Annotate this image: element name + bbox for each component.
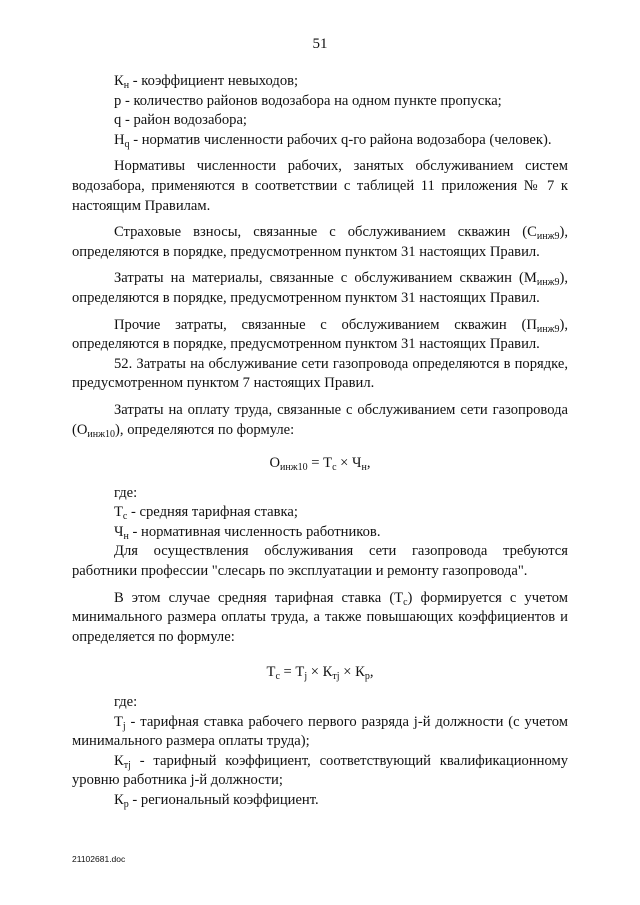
definition-kn: $К_н$ - коэффициент невыходов;: [114, 73, 299, 91]
page-number: 51: [312, 36, 328, 52]
document-body: [72, 72, 568, 811]
formula-tariff-rate: $Т_с = Т_j \times К_{тj} \times К_р$,: [266, 664, 374, 683]
paragraph-52: 52. Затраты на обслуживание сети газопровода определяются в порядке, предусмотренном пунктом 7 настоящих Правил.: [72, 355, 568, 392]
footer-filename: 21102681.doc: [72, 854, 126, 864]
paragraph-labor: Затраты на оплату труда, связанные с обслуживанием сети газопровода $(О_{инж10})$, определяются по формуле:: [72, 401, 568, 440]
paragraph-materials: Затраты на материалы, связанные с обслуживанием скважин $(М_{инж9})$, определяются в порядке, предусмотренном пунктом 31 настоящих Правил.: [72, 270, 568, 306]
paragraph-insurance: Страховые взносы, связанные с обслуживанием скважин $(С_{инж9})$, определяются в порядке, предусмотренном пунктом 31 настоящих Правил.: [72, 224, 568, 260]
paragraph-other-costs: Прочие затраты, связанные с обслуживанием скважин $(П_{инж9})$, определяются в порядке, предусмотренном пунктом 31 настоящих Правил.: [72, 316, 568, 353]
definition-ktj: $К_{тj}$ - тарифный коэффициент, соответствующий квалификационному уровню работника j-й должности;: [72, 752, 568, 789]
definition-tj: $Т_j$ - тарифная ставка рабочего первого разряда j-й должности (с учетом минимального размера оплаты труда);: [72, 713, 568, 750]
paragraph-workers: Для осуществления обслуживания сети газопровода требуются работники профессии "слесарь по эксплуатации и ремонту газопровода".: [72, 543, 568, 580]
definition-chn: $Ч_н$ - нормативная численность работников.: [114, 523, 381, 542]
where-label-1: где:: [114, 484, 138, 501]
definition-kr: $К_р$ - региональный коэффициент.: [114, 792, 319, 810]
definition-q: q - район водозабора;: [114, 112, 247, 129]
formula-labor-costs: $О_{инж10} = Т_с \times Ч_н$,: [269, 455, 371, 474]
where-label-2: где:: [114, 694, 138, 711]
paragraph-norms: Нормативы численности рабочих, занятых обслуживанием систем водозабора, применяются в соответствии с таблицей 11 приложения № 7 к настоящим Правилам.: [72, 158, 568, 214]
definition-p: р - количество районов водозабора на одном пункте пропуска;: [114, 92, 502, 109]
definition-tc: $Т_с$ - средняя тарифная ставка;: [114, 504, 298, 523]
paragraph-rate: В этом случае средняя тарифная ставка $(Т_с)$ формируется с учетом минимального размера оплаты труда, а также повышающих коэффициентов и определяется по формуле:: [72, 589, 568, 645]
definition-hq: $Н_q$ - норматив численности рабочих q-го района водозабора (человек).: [114, 131, 552, 150]
